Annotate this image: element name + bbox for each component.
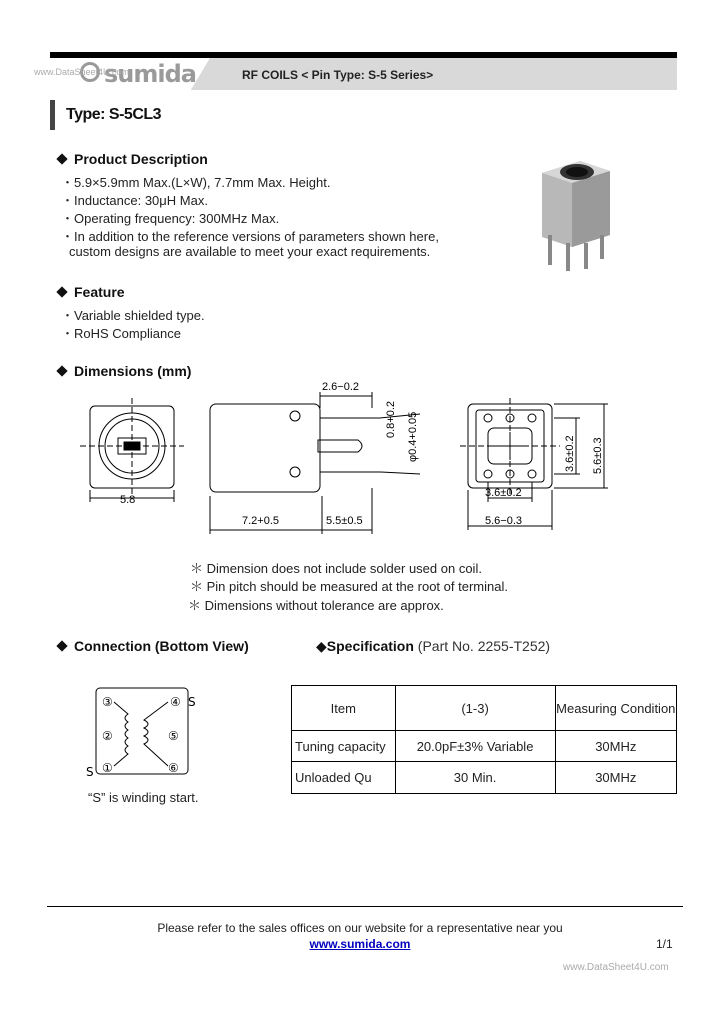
- header-title: RF COILS < Pin Type: S-5 Series>: [242, 68, 434, 82]
- pin-label: ③: [102, 695, 113, 709]
- diamond-bullet-icon: [56, 153, 67, 164]
- pin-label: ⑥: [168, 761, 179, 775]
- specification-heading: ◆Specification (Part No. 2255-T252): [316, 638, 551, 654]
- feature-line: ・RoHS Compliance: [61, 326, 181, 341]
- table-header-row: [292, 686, 677, 731]
- table-cell: 20.0pF±3% Variable: [395, 731, 555, 762]
- table-cell: 30MHz: [555, 762, 676, 794]
- column-header: Item: [292, 686, 396, 731]
- dim-label: 5.5±0.5: [326, 515, 363, 527]
- desc-line: ・In addition to the reference versions of parameters shown here,: [61, 229, 439, 244]
- feature-line: ・Variable shielded type.: [61, 308, 205, 323]
- table-cell: Unloaded Qu: [292, 762, 396, 794]
- header-rule: [50, 52, 677, 58]
- column-header: (1-3): [395, 686, 555, 731]
- feature-heading: Feature: [58, 284, 125, 300]
- connection-diagram: [82, 680, 212, 790]
- pin-label: ⑤: [168, 729, 179, 743]
- page-number: 1/1: [656, 937, 673, 951]
- footer-watermark: www.DataSheet4U.com: [563, 962, 669, 973]
- product-photo: [528, 155, 623, 275]
- dim-label: 2.6−0.2: [322, 381, 360, 393]
- desc-line: ・Inductance: 30μH Max.: [61, 193, 208, 208]
- s-label: S: [188, 695, 196, 709]
- table-cell: 30 Min.: [395, 762, 555, 794]
- type-accent-bar: [50, 100, 55, 130]
- connection-caption: “S” is winding start.: [88, 790, 199, 805]
- dimension-note: ＊ Dimension does not include solder used on coil.: [190, 561, 482, 576]
- dim-label: 3.6±0.2: [485, 487, 522, 499]
- dimensions-heading: Dimensions (mm): [58, 363, 191, 379]
- diamond-bullet-icon: [56, 365, 67, 376]
- desc-line: custom designs are available to meet your exact requirements.: [69, 244, 431, 259]
- table-cell: Tuning capacity: [292, 731, 396, 762]
- specification-table: [291, 685, 677, 794]
- table-row: [292, 762, 677, 794]
- diamond-bullet-icon: [56, 286, 67, 297]
- dim-label: 5.8: [120, 494, 136, 506]
- dim-label: φ0.4+0.05: [407, 411, 419, 462]
- type-title: Type: S-5CL3: [66, 106, 162, 123]
- s-label: S: [86, 765, 94, 779]
- footer-text: Please refer to the sales offices on our website for a representative near you: [157, 921, 563, 935]
- pin-label: ④: [170, 695, 181, 709]
- dimension-note: ＊ Dimensions without tolerance are approx.: [188, 598, 444, 613]
- dim-label: 5.6−0.3: [485, 515, 523, 527]
- table-row: [292, 731, 677, 762]
- website-link[interactable]: www.sumida.com: [309, 937, 411, 951]
- desc-line: ・Operating frequency: 300MHz Max.: [61, 211, 280, 226]
- connection-heading: Connection (Bottom View): [58, 638, 249, 654]
- desc-line: ・5.9×5.9mm Max.(L×W), 7.7mm Max. Height.: [61, 175, 331, 190]
- dim-label: 5.6±0.3: [592, 437, 604, 474]
- diamond-bullet-icon: [56, 640, 67, 651]
- dim-label: 7.2+0.5: [242, 515, 280, 527]
- product-description-heading: Product Description: [58, 151, 208, 167]
- pin-label: ②: [102, 729, 113, 743]
- footer-rule: [47, 906, 683, 907]
- dimension-drawing: [60, 378, 680, 538]
- dim-label: 3.6±0.2: [564, 435, 576, 472]
- logo: sumida: [104, 60, 196, 88]
- dim-label: 0.8+0.2: [385, 400, 397, 438]
- dimension-note: ＊ Pin pitch should be measured at the root of terminal.: [190, 579, 508, 594]
- table-cell: 30MHz: [555, 731, 676, 762]
- pin-label: ①: [102, 761, 113, 775]
- watermark: www.DataSheet4U.com: [34, 67, 130, 77]
- column-header: Measuring Condition: [555, 686, 676, 731]
